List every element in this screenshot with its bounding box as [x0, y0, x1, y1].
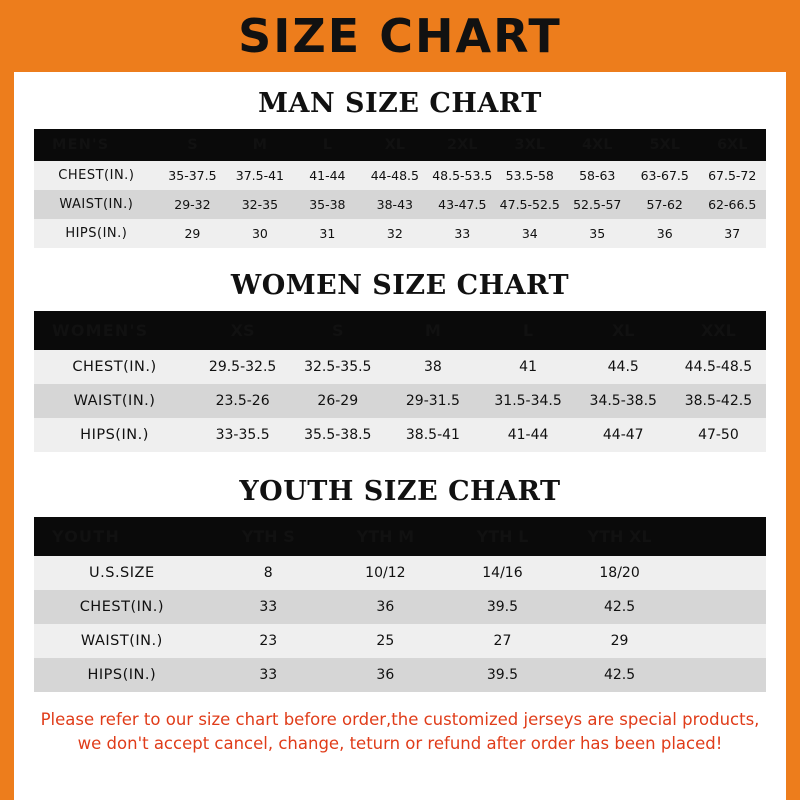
- youth-row-0-cell-2: 14/16: [444, 556, 561, 590]
- youth-col-0: YTH S: [241, 527, 295, 546]
- women-row-2-cell-4: 44-47: [576, 418, 671, 452]
- section-youth: [34, 476, 766, 692]
- youth-row-2-label: WAIST(IN.): [34, 624, 210, 658]
- table-row: [34, 350, 766, 384]
- youth-row-0-cell-3: 18/20: [561, 556, 678, 590]
- youth-row-1-cell-2: 39.5: [444, 590, 561, 624]
- youth-row-3-cell-3: 42.5: [561, 658, 678, 692]
- man-row-0-cell-4: 48.5-53.5: [429, 161, 496, 190]
- man-col-6: 4XL: [581, 137, 613, 153]
- youth-row-3-cell-1: 36: [327, 658, 444, 692]
- footer-note-line-2: we don't accept cancel, change, teturn or refund after order has been placed!: [77, 733, 723, 753]
- table-row: [34, 219, 766, 248]
- man-row-1-cell-8: 62-66.5: [698, 190, 766, 219]
- man-size-table: [34, 129, 766, 248]
- man-row-0-cell-3: 44-48.5: [361, 161, 428, 190]
- youth-row-2-cell-3: 29: [561, 624, 678, 658]
- page-banner: [0, 0, 800, 72]
- women-row-2-label: HIPS(IN.): [34, 418, 195, 452]
- women-row-1-cell-0: 23.5-26: [195, 384, 290, 418]
- youth-row-2-cell-0: 23: [210, 624, 327, 658]
- man-row-2-cell-0: 29: [159, 219, 226, 248]
- man-row-2-cell-6: 35: [564, 219, 631, 248]
- section-man: [34, 88, 766, 248]
- man-row-0-cell-7: 63-67.5: [631, 161, 698, 190]
- women-col-1: S: [332, 321, 344, 340]
- man-row-2-cell-2: 31: [294, 219, 361, 248]
- man-row-1-cell-4: 43-47.5: [429, 190, 496, 219]
- women-row-1-cell-2: 29-31.5: [385, 384, 480, 418]
- man-col-8: 6XL: [716, 137, 748, 153]
- man-row-0-cell-8: 67.5-72: [698, 161, 766, 190]
- chart-content: [14, 88, 786, 756]
- section-women: [34, 270, 766, 452]
- man-row-1-cell-5: 47.5-52.5: [496, 190, 563, 219]
- table-row: [34, 161, 766, 190]
- footer-note: [40, 708, 760, 756]
- youth-row-2-cell-2: 27: [444, 624, 561, 658]
- women-col-5: XXL: [700, 321, 736, 340]
- youth-row-1-cell-1: 36: [327, 590, 444, 624]
- table-row: [34, 624, 766, 658]
- women-row-1-cell-3: 31.5-34.5: [481, 384, 576, 418]
- table-row: [34, 556, 766, 590]
- man-col-1: M: [252, 137, 268, 153]
- footer-note-line-1: Please refer to our size chart before order,the customized jerseys are special products,: [40, 710, 760, 729]
- youth-col-spacer: [678, 517, 766, 556]
- man-header-label: MEN'S: [52, 137, 110, 153]
- youth-row-2-cell-1: 25: [327, 624, 444, 658]
- women-row-1-cell-4: 34.5-38.5: [576, 384, 671, 418]
- women-col-0: XS: [230, 321, 255, 340]
- youth-row-3-cell-2: 39.5: [444, 658, 561, 692]
- man-row-0-cell-2: 41-44: [294, 161, 361, 190]
- table-row: [34, 658, 766, 692]
- women-col-2: M: [424, 321, 441, 340]
- women-row-0-cell-0: 29.5-32.5: [195, 350, 290, 384]
- youth-row-1-cell-3: 42.5: [561, 590, 678, 624]
- youth-header-label: YOUTH: [52, 527, 120, 546]
- man-row-1-cell-1: 32-35: [226, 190, 293, 219]
- section-title-man: MAN SIZE CHART: [258, 88, 542, 119]
- man-row-1-cell-2: 35-38: [294, 190, 361, 219]
- youth-row-0-label: U.S.SIZE: [34, 556, 210, 590]
- youth-row-3-spacer: [678, 658, 766, 692]
- table-row: [34, 190, 766, 219]
- women-row-2-cell-1: 35.5-38.5: [290, 418, 385, 452]
- man-row-1-cell-7: 57-62: [631, 190, 698, 219]
- women-header-label: WOMEN'S: [52, 321, 149, 340]
- man-row-2-cell-4: 33: [429, 219, 496, 248]
- man-col-0: S: [187, 137, 198, 153]
- man-row-0-cell-0: 35-37.5: [159, 161, 226, 190]
- man-row-2-cell-3: 32: [361, 219, 428, 248]
- youth-size-table: [34, 517, 766, 692]
- section-title-women: WOMEN SIZE CHART: [230, 270, 570, 301]
- youth-table-header-row: [34, 517, 766, 556]
- table-row: [34, 384, 766, 418]
- women-row-0-cell-4: 44.5: [576, 350, 671, 384]
- man-col-7: 5XL: [649, 137, 680, 153]
- man-row-1-cell-0: 29-32: [159, 190, 226, 219]
- women-row-0-cell-1: 32.5-35.5: [290, 350, 385, 384]
- table-row: [34, 418, 766, 452]
- page-title: SIZE CHART: [238, 9, 562, 63]
- man-row-2-label: HIPS(IN.): [34, 219, 159, 248]
- man-table-header-row: [34, 129, 766, 161]
- man-row-1-cell-3: 38-43: [361, 190, 428, 219]
- women-row-2-cell-5: 47-50: [671, 418, 766, 452]
- women-row-2-cell-3: 41-44: [481, 418, 576, 452]
- women-row-0-label: CHEST(IN.): [34, 350, 195, 384]
- youth-row-0-cell-1: 10/12: [327, 556, 444, 590]
- man-row-0-cell-1: 37.5-41: [226, 161, 293, 190]
- man-row-1-label: WAIST(IN.): [34, 190, 159, 219]
- man-row-0-cell-6: 58-63: [564, 161, 631, 190]
- women-row-1-label: WAIST(IN.): [34, 384, 195, 418]
- man-row-2-cell-8: 37: [698, 219, 766, 248]
- women-row-2-cell-0: 33-35.5: [195, 418, 290, 452]
- women-row-0-cell-5: 44.5-48.5: [671, 350, 766, 384]
- youth-row-3-label: HIPS(IN.): [34, 658, 210, 692]
- women-size-table: [34, 311, 766, 452]
- youth-col-3: YTH XL: [587, 527, 652, 546]
- youth-row-1-spacer: [678, 590, 766, 624]
- man-row-2-cell-1: 30: [226, 219, 293, 248]
- man-col-4: 2XL: [447, 137, 478, 153]
- youth-row-1-cell-0: 33: [210, 590, 327, 624]
- youth-row-0-cell-0: 8: [210, 556, 327, 590]
- women-row-1-cell-1: 26-29: [290, 384, 385, 418]
- youth-row-1-label: CHEST(IN.): [34, 590, 210, 624]
- women-row-0-cell-3: 41: [481, 350, 576, 384]
- man-col-5: 3XL: [514, 137, 546, 153]
- man-row-0-cell-5: 53.5-58: [496, 161, 563, 190]
- youth-row-3-cell-0: 33: [210, 658, 327, 692]
- man-row-0-label: CHEST(IN.): [34, 161, 159, 190]
- man-row-1-cell-6: 52.5-57: [564, 190, 631, 219]
- man-col-3: XL: [384, 137, 406, 153]
- section-title-youth: YOUTH SIZE CHART: [239, 476, 561, 507]
- youth-row-0-spacer: [678, 556, 766, 590]
- youth-row-2-spacer: [678, 624, 766, 658]
- women-col-4: XL: [611, 321, 635, 340]
- women-table-header-row: [34, 311, 766, 350]
- women-col-3: L: [522, 321, 534, 340]
- women-row-0-cell-2: 38: [385, 350, 480, 384]
- man-row-2-cell-7: 36: [631, 219, 698, 248]
- women-row-2-cell-2: 38.5-41: [385, 418, 480, 452]
- man-col-2: L: [322, 137, 332, 153]
- youth-col-1: YTH M: [356, 527, 415, 546]
- women-row-1-cell-5: 38.5-42.5: [671, 384, 766, 418]
- man-row-2-cell-5: 34: [496, 219, 563, 248]
- table-row: [34, 590, 766, 624]
- youth-col-2: YTH L: [476, 527, 529, 546]
